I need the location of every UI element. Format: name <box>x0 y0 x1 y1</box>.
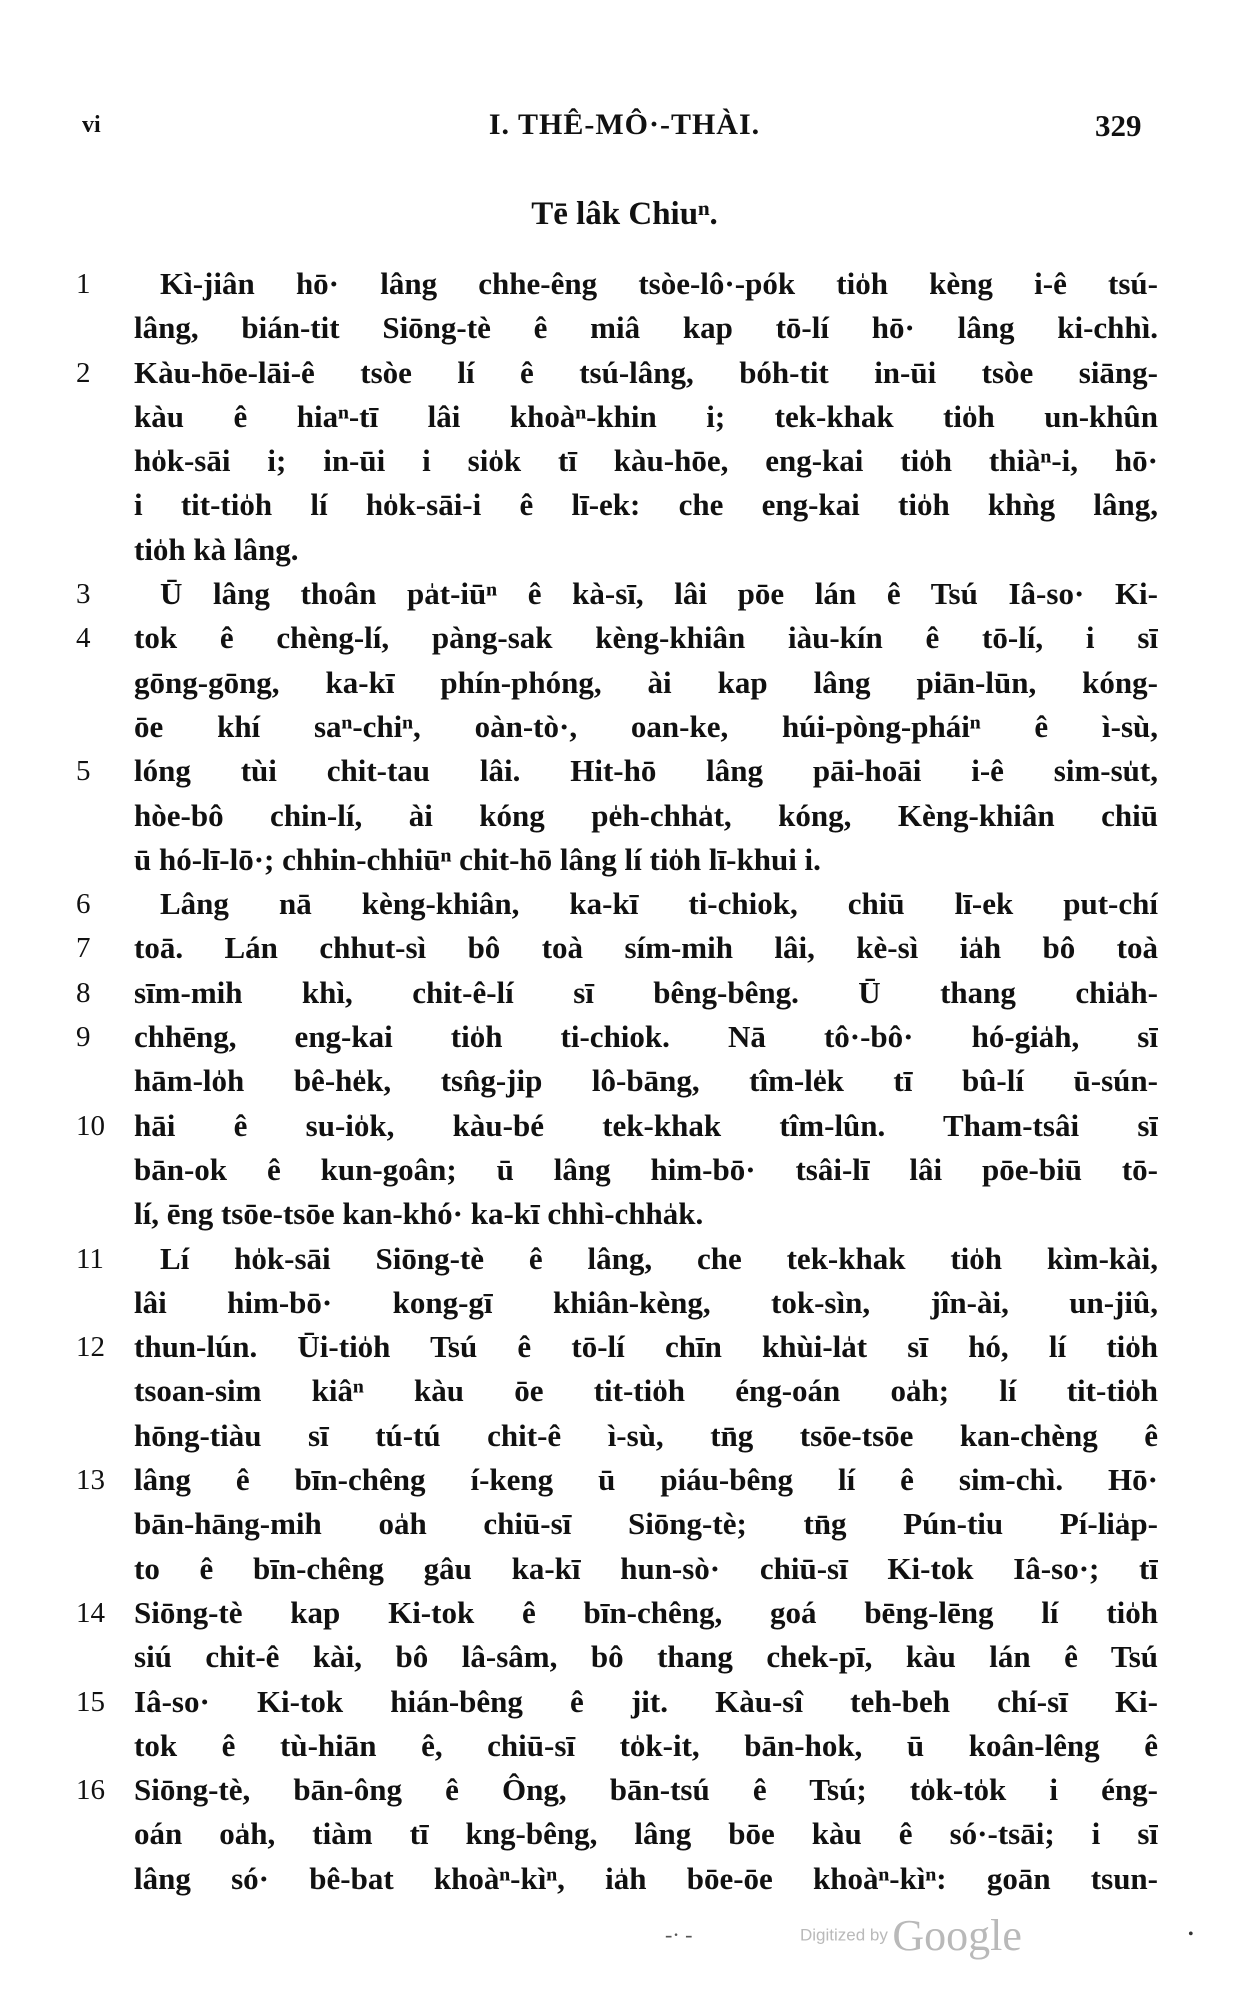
line-text: Lâng nā kèng-khiân, ka-kī ti-chiok, chiū lī-ek put-chí <box>160 886 1158 922</box>
verse-number: 9 <box>76 1021 91 1054</box>
text-line <box>0 661 1249 705</box>
verse-number: 10 <box>76 1109 105 1142</box>
text-line <box>0 1857 1249 1901</box>
text-line <box>0 926 1249 970</box>
text-line <box>0 705 1249 749</box>
footer <box>0 1910 1249 1970</box>
line-text: i tit-tio̍h lí ho̍k-sāi-i ê lī-ek: che eng-kai tio̍h khǹg lâng, <box>134 487 1158 523</box>
text-line <box>0 572 1249 616</box>
text-body <box>0 262 1249 1901</box>
text-line <box>0 395 1249 439</box>
line-text: bān-hāng-mih oa̍h chiū-sī Siōng-tè; tn̄g Pún-tiu Pí-lia̍p- <box>134 1506 1158 1542</box>
line-text: gōng-gōng, ka-kī phín-phóng, ài kap lâng piān-lūn, kóng- <box>134 664 1158 700</box>
verse-number: 7 <box>76 932 91 965</box>
line-text: Kì-jiân hō· lâng chhe-êng tsòe-lô·-pók tio̍h kèng i-ê tsú- <box>160 266 1158 301</box>
line-text: toā. Lán chhut-sì bô toà sím-mih lâi, kè-sì ia̍h bô toà <box>134 930 1158 966</box>
line-text: sīm-mih khì, chit-ê-lí sī bêng-bêng. Ū thang chia̍h- <box>134 974 1158 1010</box>
verse-number: 8 <box>76 976 91 1009</box>
line-text: chhēng, eng-kai tio̍h ti-chiok. Nā tô·-bô· hó-gia̍h, sī <box>134 1019 1158 1055</box>
verse-number: 12 <box>76 1331 105 1364</box>
digitized-by-label: Digitized by <box>800 1925 888 1945</box>
text-line <box>0 1547 1249 1591</box>
line-text: lóng tùi chit-tau lâi. Hit-hō lâng pāi-hoāi i-ê sim-su̍t, <box>134 753 1158 789</box>
line-text: oán oa̍h, tiàm tī kng-bêng, lâng bōe kàu ê só·-tsāi; i sī <box>134 1816 1158 1852</box>
verse-number: 3 <box>76 578 91 611</box>
line-text: siú chit-ê kài, bô lâ-sâm, bô thang chek-pī, kàu lán ê Tsú <box>134 1639 1158 1675</box>
verse-number: 1 <box>76 268 91 300</box>
text-line <box>0 1768 1249 1812</box>
text-line <box>0 1414 1249 1458</box>
line-text: ho̍k-sāi i; in-ūi i sio̍k tī kàu-hōe, eng-kai tio̍h thiàⁿ-i, hō· <box>134 443 1158 479</box>
verse-number: 16 <box>76 1774 105 1807</box>
page-mark: • <box>1188 1926 1194 1943</box>
line-text: lâng só· bê-bat khoàⁿ-kìⁿ, ia̍h bōe-ōe khoàⁿ-kìⁿ: goān tsun- <box>134 1860 1158 1896</box>
verse-number: 2 <box>76 356 91 389</box>
line-text: hōng-tiàu sī tú-tú chit-ê ì-sù, tn̄g tsōe-tsōe kan-chèng ê <box>134 1417 1158 1453</box>
verse-number: 14 <box>76 1596 105 1629</box>
line-text: thun-lún. Ūi-tio̍h Tsú ê tō-lí chīn khùi-la̍t sī hó, lí tio̍h <box>134 1329 1158 1365</box>
text-line <box>0 1148 1249 1192</box>
text-line <box>0 483 1249 527</box>
verse-number: 15 <box>76 1685 105 1718</box>
line-text: hāi ê su-io̍k, kàu-bé tek-khak tîm-lûn. Tham-tsâi sī <box>134 1107 1158 1143</box>
footer-mark: ‑· ‑ <box>665 1922 693 1947</box>
line-text: Kàu-hōe-lāi-ê tsòe lí ê tsú-lâng, bóh-tit in-ūi tsòe siāng- <box>134 354 1158 390</box>
google-watermark <box>800 1910 1022 1961</box>
text-line <box>0 1281 1249 1325</box>
text-line <box>0 1015 1249 1059</box>
page-number: 329 <box>1095 108 1142 143</box>
verse-number: 5 <box>76 755 91 788</box>
line-text: Iâ-so· Ki-tok hián-bêng ê jit. Kàu-sî teh-beh chí-sī Ki- <box>134 1683 1158 1719</box>
text-line <box>0 1369 1249 1413</box>
text-line <box>0 351 1249 395</box>
running-title: I. THÊ-MÔ·-THÀI. <box>488 108 761 141</box>
line-text: bān-ok ê kun-goân; ū lâng him-bō· tsâi-lī lâi pōe-biū tō- <box>134 1151 1158 1187</box>
chapter-heading: Tē lâk Chiuⁿ. <box>531 196 718 232</box>
line-text: tok ê chèng-lí, pàng-sak kèng-khiân iàu-kín ê tō-lí, i sī <box>134 620 1158 656</box>
text-line <box>0 1812 1249 1856</box>
text-line <box>0 1502 1249 1546</box>
line-text: hām-lo̍h bê-he̍k, tsn̂g-jip lô-bāng, tîm-le̍k tī bû-lí ū-sún- <box>134 1063 1158 1099</box>
line-text: Ū lâng thoân pa̍t-iūⁿ ê kà-sī, lâi pōe lán ê Tsú Iâ-so· Ki- <box>160 576 1158 612</box>
text-line <box>0 749 1249 793</box>
text-line <box>0 1325 1249 1369</box>
line-text: lâng ê bīn-chêng í-keng ū piáu-bêng lí ê sim-chì. Hō· <box>134 1462 1158 1498</box>
verse-number: 6 <box>76 888 91 921</box>
text-line <box>0 616 1249 660</box>
text-line <box>0 838 1249 882</box>
line-text: kàu ê hiaⁿ-tī lâi khoàⁿ-khin i; tek-khak tio̍h un-khûn <box>134 398 1158 434</box>
text-line <box>0 1104 1249 1148</box>
text-line <box>0 262 1249 306</box>
text-line <box>0 1724 1249 1768</box>
text-line <box>0 1237 1249 1281</box>
text-line <box>0 1591 1249 1635</box>
verse-number: 4 <box>76 622 91 655</box>
line-text: tio̍h kà lâng. <box>134 531 299 567</box>
text-line <box>0 882 1249 926</box>
text-line <box>0 1458 1249 1502</box>
line-text: tok ê tù-hiān ê, chiū-sī to̍k-it, bān-hok, ū koân-lêng ê <box>134 1727 1158 1763</box>
verse-number: 11 <box>76 1242 104 1275</box>
text-line <box>0 1680 1249 1724</box>
line-text: lâi him-bō· kong-gī khiân-kèng, tok-sìn, jîn-ài, un-jiû, <box>134 1284 1158 1320</box>
text-line <box>0 1192 1249 1236</box>
signature-mark: vi <box>82 112 101 138</box>
line-text: ōe khí saⁿ-chiⁿ, oàn-tò·, oan-ke, húi-pòng-pháiⁿ ê ì-sù, <box>134 708 1158 744</box>
text-line <box>0 1059 1249 1103</box>
line-text: tsoan-sim kiâⁿ kàu ōe tit-tio̍h éng-oán oa̍h; lí tit-tio̍h <box>134 1373 1158 1409</box>
line-text: lí, ēng tsōe-tsōe kan-khó· ka-kī chhì-chha̍k. <box>134 1196 704 1232</box>
text-line <box>0 439 1249 483</box>
line-text: Lí ho̍k-sāi Siōng-tè ê lâng, che tek-khak tio̍h kìm-kài, <box>160 1240 1158 1276</box>
line-text: Siōng-tè, bān-ông ê Ông, bān-tsú ê Tsú; to̍k-to̍k i éng- <box>134 1772 1158 1808</box>
text-line <box>0 971 1249 1015</box>
text-line <box>0 306 1249 350</box>
text-line <box>0 528 1249 572</box>
text-line <box>0 1635 1249 1679</box>
google-logo: Google <box>892 1911 1022 1960</box>
line-text: ū hó-lī-lō·; chhin-chhiūⁿ chit-hō lâng lí tio̍h lī-khui i. <box>134 841 821 877</box>
line-text: Siōng-tè kap Ki-tok ê bīn-chêng, goá bēng-lēng lí tio̍h <box>134 1594 1158 1630</box>
verse-number: 13 <box>76 1464 105 1497</box>
line-text: lâng, bián-tit Siōng-tè ê miâ kap tō-lí hō· lâng ki-chhì. <box>134 310 1158 346</box>
text-line <box>0 794 1249 838</box>
line-text: to ê bīn-chêng gâu ka-kī hun-sò· chiū-sī Ki-tok Iâ-so·; tī <box>134 1550 1158 1586</box>
line-text: hòe-bô chin-lí, ài kóng pe̍h-chha̍t, kóng, Kèng-khiân chiū <box>134 797 1158 833</box>
